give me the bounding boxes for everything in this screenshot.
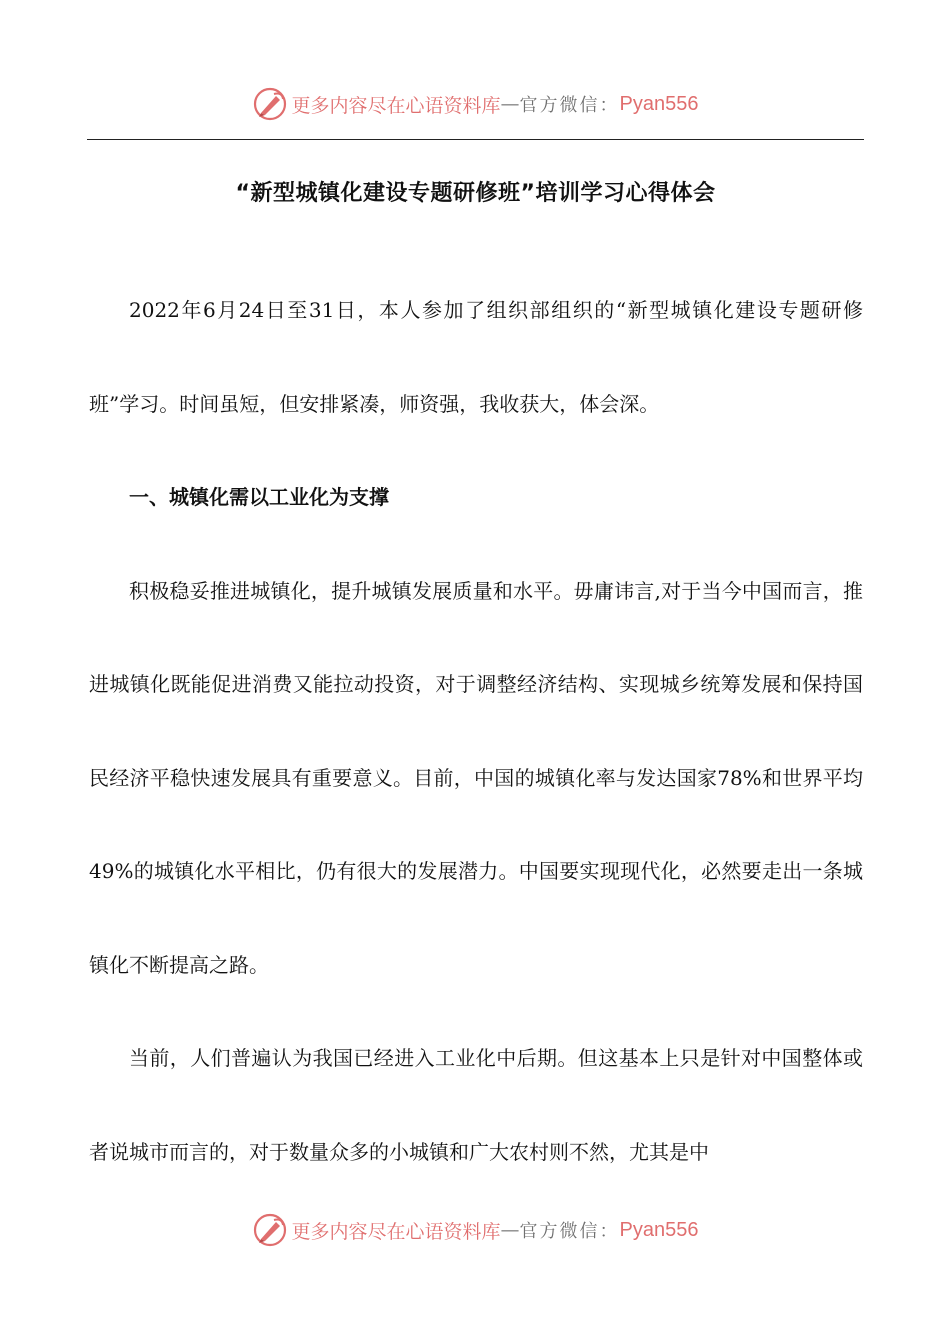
banner-wechat-id: Pyan556 xyxy=(619,1218,699,1241)
pen-logo-icon xyxy=(252,1212,288,1248)
header-divider xyxy=(87,139,864,140)
document-title: “新型城镇化建设专题研修班”培训学习心得体会 xyxy=(235,181,716,206)
section-heading: 一、城镇化需以工业化为支撑 xyxy=(129,485,389,509)
footer-banner-content xyxy=(252,1212,699,1248)
body-paragraph: 积极稳妥推进城镇化，提升城镇发展质量和水平。毋庸讳言,对于当今中国而言，推进城镇化既能促进消费又能拉动投资，对于调整经济结构、实现城乡统筹发展和保持国民经济平稳快速发展具有重要意义。目前，中国的城镇化率与发达国家78%和世界平均49%的城镇化水平相比，仍有很大的发展潜力。中国要实现现代化，必然要走出一条城镇化不断提高之路。 xyxy=(89,578,863,977)
pen-logo-icon xyxy=(252,86,288,122)
banner-main-text: 更多内容尽在心语资料库 xyxy=(291,1220,501,1243)
header-banner-content xyxy=(252,86,699,122)
banner-wechat-label: 官方微信： xyxy=(519,95,620,116)
banner-wechat-label: 官方微信： xyxy=(519,1221,620,1242)
header-banner xyxy=(0,84,950,124)
footer-banner xyxy=(0,1210,950,1250)
banner-separator: — xyxy=(500,1219,520,1241)
banner-main-text: 更多内容尽在心语资料库 xyxy=(291,94,501,117)
document-body xyxy=(89,264,863,1199)
intro-paragraph: 2022年6月24日至31日，本人参加了组织部组织的“新型城镇化建设专题研修班”学习。时间虽短，但安排紧凑，师资强，我收获大，体会深。 xyxy=(89,298,863,416)
body-paragraph: 当前，人们普遍认为我国已经进入工业化中后期。但这基本上只是针对中国整体或者说城市而言的，对于数量众多的小城镇和广大农村则不然，尤其是中 xyxy=(89,1046,863,1164)
banner-separator: — xyxy=(500,93,520,115)
banner-wechat-id: Pyan556 xyxy=(619,92,699,115)
